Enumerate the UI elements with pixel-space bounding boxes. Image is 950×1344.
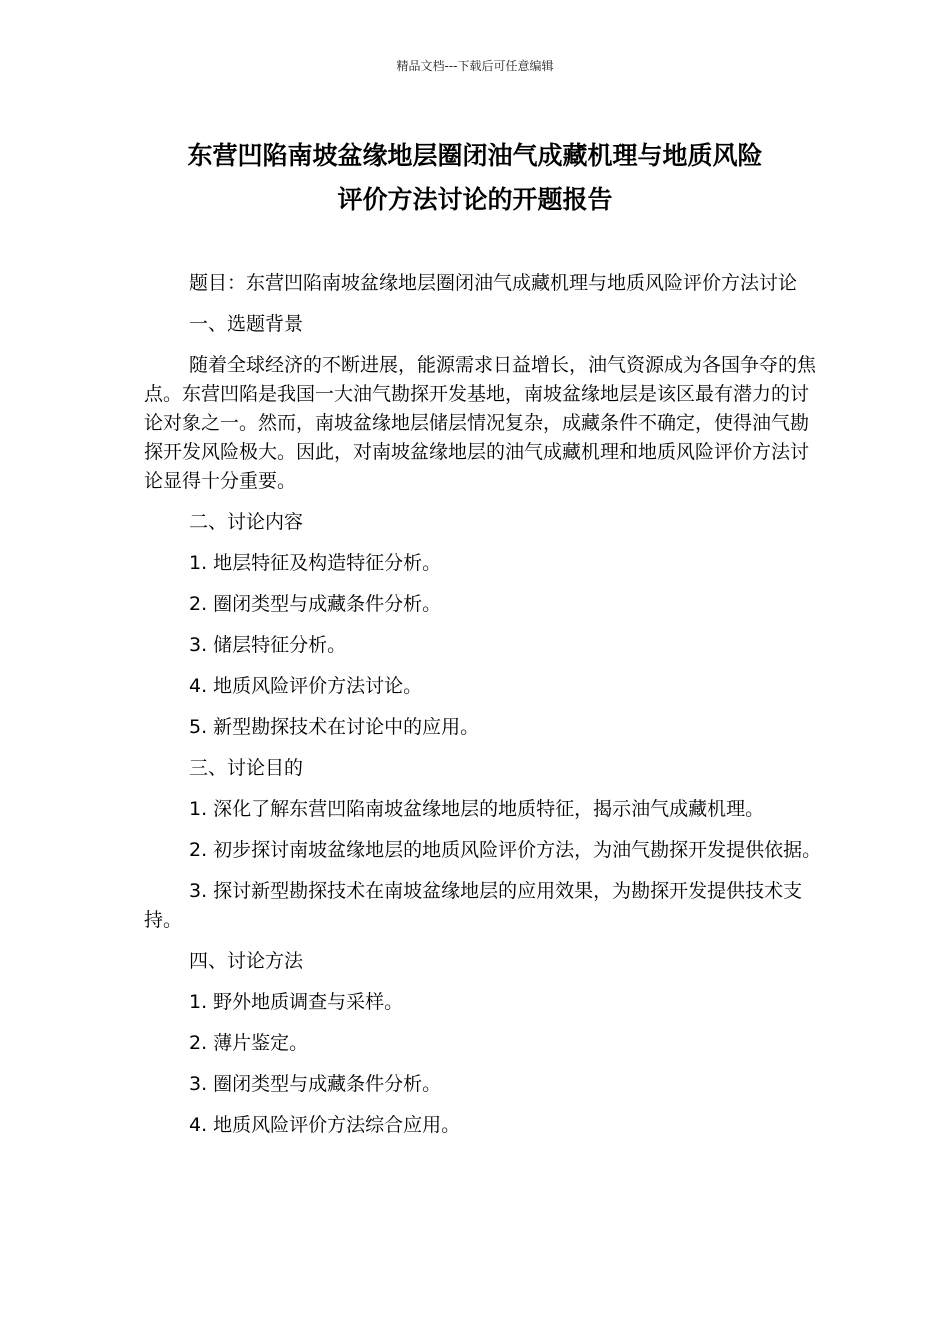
document-title (120, 134, 830, 222)
section-heading-background: 一、选题背景 (189, 313, 304, 335)
list-item: 4. 地质风险评价方法讨论。 (189, 675, 423, 697)
section-heading-content: 二、讨论内容 (189, 511, 304, 533)
section-heading-method: 四、讨论方法 (189, 950, 304, 972)
list-item: 2. 薄片鉴定。 (189, 1032, 309, 1054)
title-line-2: 评价方法讨论的开题报告 (337, 185, 613, 214)
list-item: 1. 野外地质调查与采样。 (189, 991, 404, 1013)
list-item: 2. 初步探讨南坡盆缘地层的地质风险评价方法，为油气勘探开发提供依据。 (189, 839, 822, 861)
document-body (144, 269, 824, 1152)
background-paragraph: 随着全球经济的不断进展，能源需求日益增长，油气资源成为各国争夺的焦点。东营凹陷是我国一大油气勘探开发基地，南坡盆缘地层是该区最有潜力的讨论对象之一。然而，南坡盆缘地层储层情况复杂，成藏条件不确定，使得油气勘探开发风险极大。因此，对南坡盆缘地层的油气成藏机理和地质风险评价方法讨论显得十分重要。 (144, 354, 817, 492)
list-item: 1. 深化了解东营凹陷南坡盆缘地层的地质特征，揭示油气成藏机理。 (189, 798, 765, 820)
header-note: 精品文档---下载后可任意编辑 (396, 59, 554, 73)
list-item: 2. 圈闭类型与成藏条件分析。 (189, 593, 442, 615)
list-item: 3. 储层特征分析。 (189, 634, 347, 656)
list-item: 4. 地质风险评价方法综合应用。 (189, 1114, 461, 1136)
title-line-1: 东营凹陷南坡盆缘地层圈闭油气成藏机理与地质风险 (187, 141, 763, 170)
list-item: 3. 探讨新型勘探技术在南坡盆缘地层的应用效果，为勘探开发提供技术支持。 (144, 880, 803, 931)
list-item: 5. 新型勘探技术在讨论中的应用。 (189, 716, 480, 738)
section-heading-purpose: 三、讨论目的 (189, 757, 304, 779)
list-item: 1. 地层特征及构造特征分析。 (189, 552, 442, 574)
list-item: 3. 圈闭类型与成藏条件分析。 (189, 1073, 442, 1095)
topic-paragraph: 题目：东营凹陷南坡盆缘地层圈闭油气成藏机理与地质风险评价方法讨论 (189, 272, 798, 294)
